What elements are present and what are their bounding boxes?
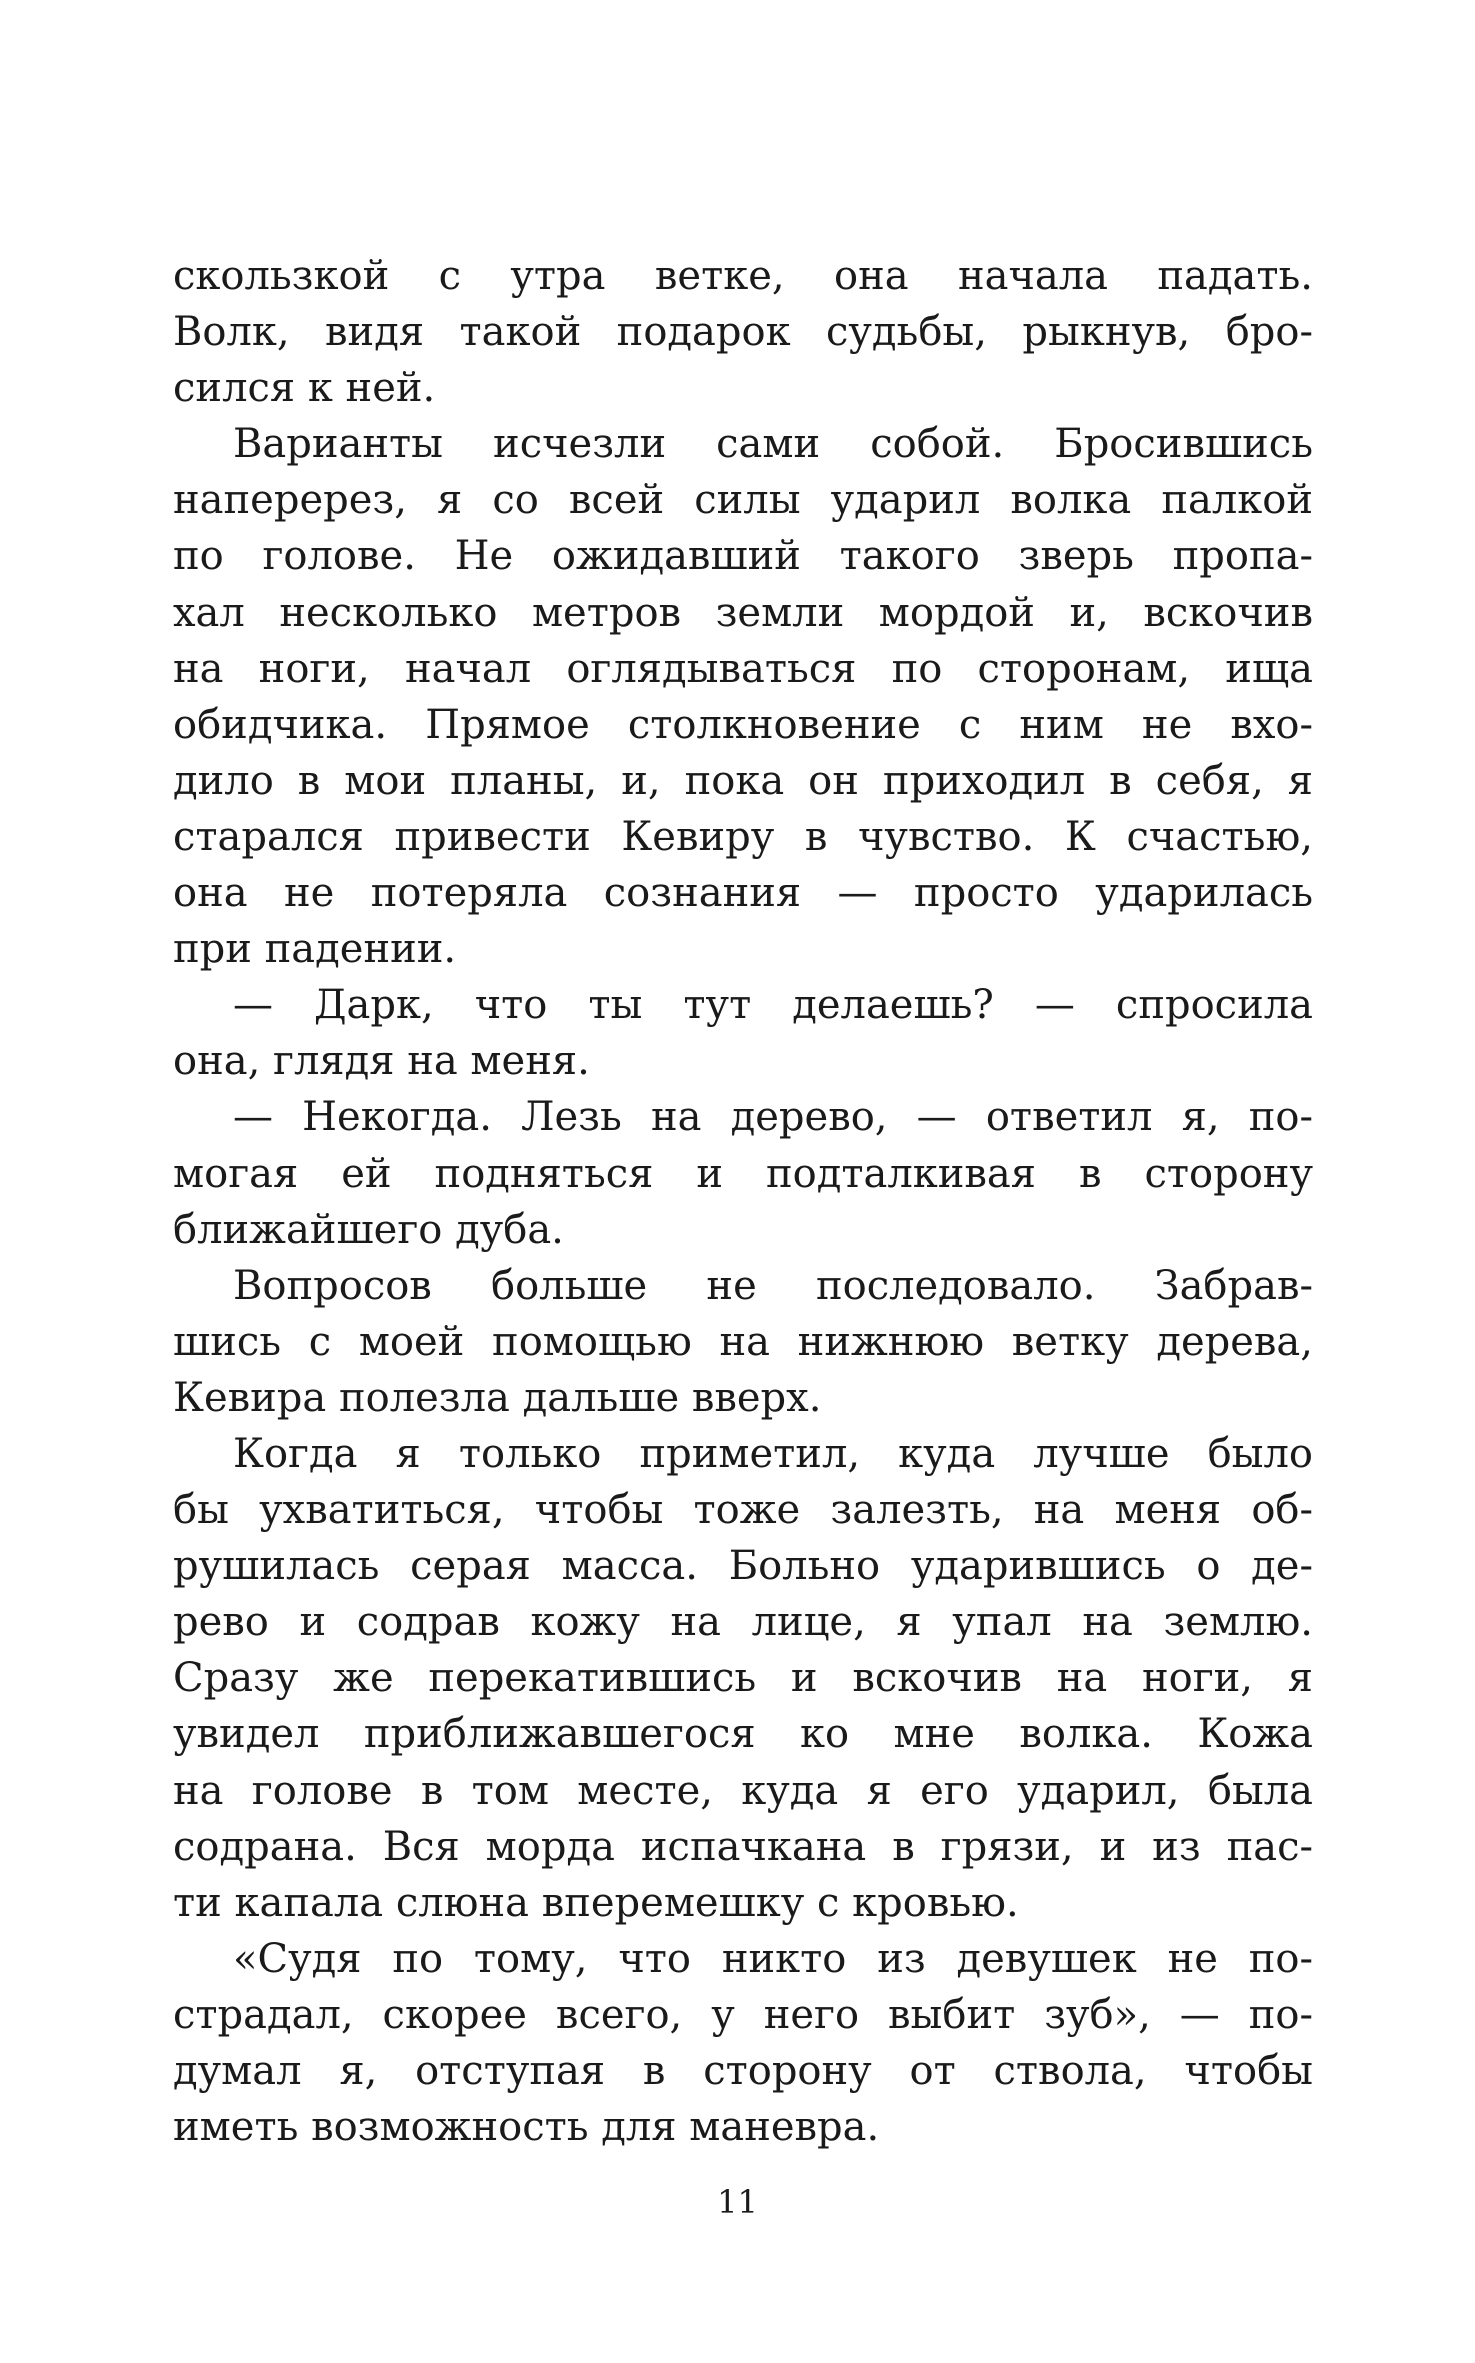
text-line: содрана. Вся морда испачкана в грязи, и из пас- xyxy=(173,1823,1313,1870)
text-line: наперерез, я со всей силы ударил волка палкой xyxy=(173,477,1313,524)
text-line: Кевира полезла дальше вверх. xyxy=(173,1374,822,1421)
text-line: думал я, отступая в сторону от ствола, чтобы xyxy=(173,2048,1313,2094)
text-line: при падении. xyxy=(173,926,457,973)
text-line: Когда я только приметил, куда лучше было xyxy=(233,1430,1313,1477)
text-line: рево и содрав кожу на лице, я упал на землю. xyxy=(173,1599,1313,1646)
text-line: бы ухватиться, чтобы тоже залезть, на меня об- xyxy=(173,1487,1313,1534)
text-line: она не потеряла сознания — просто ударилась xyxy=(173,870,1313,917)
text-line: Варианты исчезли сами собой. Бросившись xyxy=(233,421,1313,468)
text-line: шись с моей помощью на нижнюю ветку дерева, xyxy=(173,1318,1313,1365)
text-line: сился к ней. xyxy=(173,365,436,412)
text-line: могая ей подняться и подталкивая в сторону xyxy=(173,1150,1313,1197)
text-line: на голове в том месте, куда я его ударил, была xyxy=(173,1767,1313,1814)
text-line: иметь возможность для маневра. xyxy=(173,2104,880,2151)
text-line: страдал, скорее всего, у него выбит зуб», — по- xyxy=(173,1991,1313,2038)
text-line: — Некогда. Лезь на дерево, — ответил я, по- xyxy=(233,1094,1313,1141)
text-line: Вопросов больше не последовало. Забрав- xyxy=(233,1262,1313,1309)
text-line: Сразу же перекатившись и вскочив на ноги, я xyxy=(173,1655,1313,1702)
text-line: она, глядя на меня. xyxy=(173,1038,590,1085)
page-number: 11 xyxy=(717,2183,758,2221)
text-line: рушилась серая масса. Больно ударившись о де- xyxy=(173,1543,1313,1590)
text-line: по голове. Не ожидавший такого зверь пропа- xyxy=(173,533,1313,580)
text-line: ти капала слюна вперемешку с кровью. xyxy=(173,1879,1019,1926)
text-line: старался привести Кевиру в чувство. К счастью, xyxy=(173,813,1313,860)
text-line: на ноги, начал оглядываться по сторонам, ища xyxy=(173,645,1313,692)
page-text xyxy=(173,248,1313,2155)
text-line: дило в мои планы, и, пока он приходил в себя, я xyxy=(173,757,1313,804)
text-line: увидел приближавшегося ко мне волка. Кожа xyxy=(173,1711,1313,1758)
text-line: Волк, видя такой подарок судьбы, рыкнув, бро- xyxy=(173,309,1313,356)
text-line: — Дарк, что ты тут делаешь? — спросила xyxy=(233,982,1313,1029)
text-line: обидчика. Прямое столкновение с ним не вхо- xyxy=(173,701,1313,748)
text-line: «Судя по тому, что никто из девушек не по- xyxy=(233,1935,1313,1982)
text-line: скользкой с утра ветке, она начала падать. xyxy=(173,253,1313,299)
text-line: ближайшего дуба. xyxy=(173,1206,564,1253)
text-line: хал несколько метров земли мордой и, вскочив xyxy=(173,589,1313,636)
